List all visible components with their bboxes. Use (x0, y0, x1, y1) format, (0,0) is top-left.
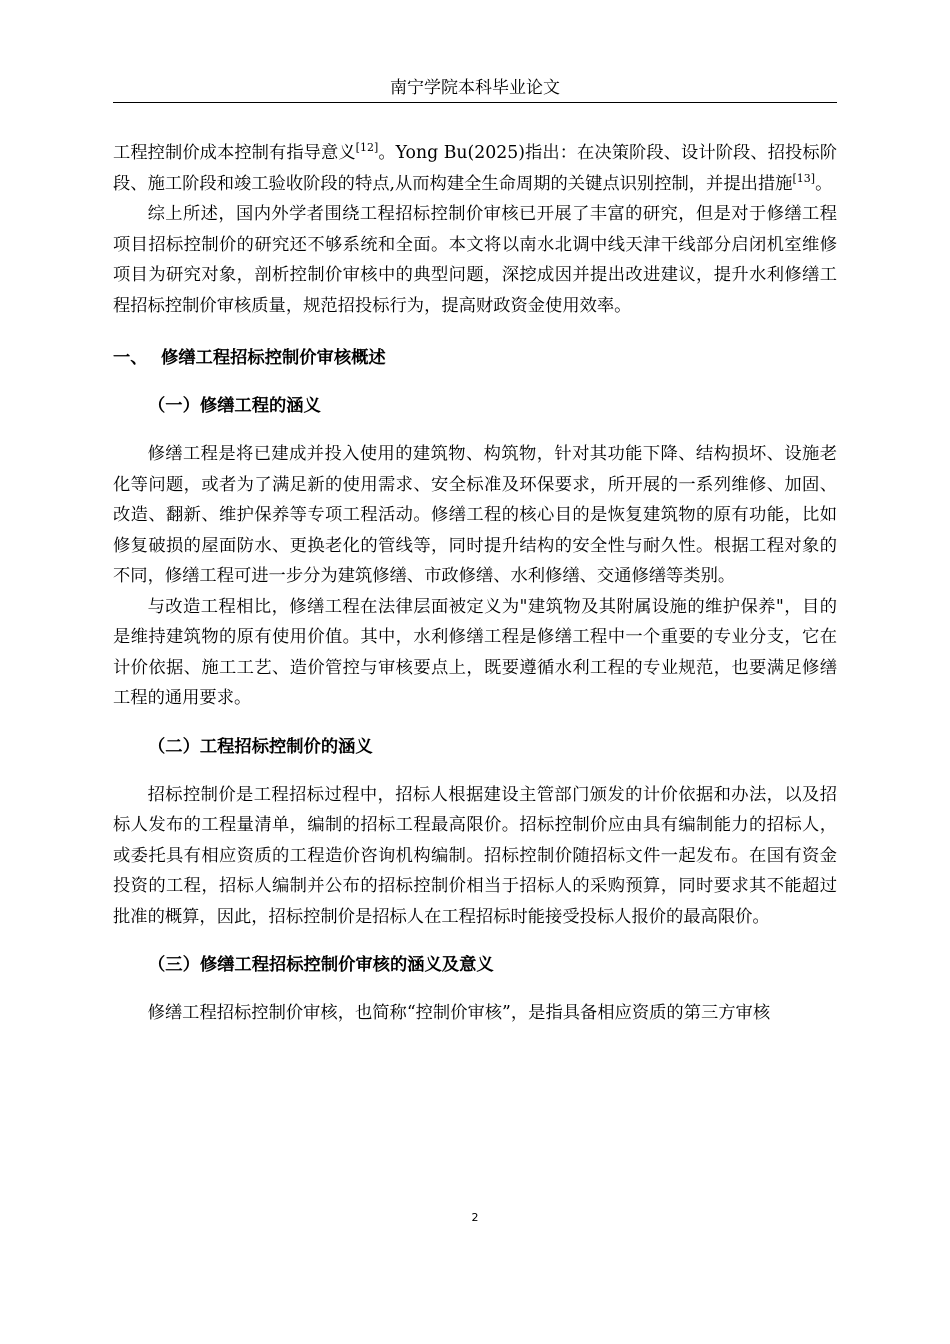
paragraph-text: 。Yong Bu(2025)指出：在决策阶段、设计阶段、招投标阶段、施工阶段和竣工验收阶段的特点,从而构建全生命周期的关键点识别控制，并提出措施 (113, 143, 837, 194)
body-content (113, 138, 837, 1029)
section-number: 一、 (113, 348, 148, 368)
header-rule (113, 102, 837, 103)
citation-ref-12: [12] (355, 141, 379, 155)
paragraph-text: 。 (815, 173, 833, 194)
subsection-heading-2: （二）工程招标控制价的涵义 (148, 736, 373, 757)
subsection-heading-3: （三）修缮工程招标控制价审核的涵义及意义 (148, 955, 494, 975)
running-header: 南宁学院本科毕业论文 (390, 78, 560, 98)
paragraph-text: 工程控制价成本控制有指导意义 (113, 143, 356, 163)
section-heading-1 (113, 343, 837, 373)
paragraph-summary: 综上所述，国内外学者围绕工程招标控制价审核已开展了丰富的研究，但是对于修缮工程项目招标控制价的研究还不够系统和全面。本文将以南水北调中线天津干线部分启闭机室维修项目为研究对象，剖析控制价审核中的典型问题，深挖成因并提出改进建议，提升水利修缮工程招标控制价审核质量，规范招投标行为，提高财政资金使用效率。 (113, 204, 837, 316)
page-number: 2 (471, 1211, 479, 1224)
paragraph-repair-comparison: 与改造工程相比，修缮工程在法律层面被定义为"建筑物及其附属设施的维护保养"，目的是维持建筑物的原有使用价值。其中，水利修缮工程是修缮工程中一个重要的专业分支，它在计价依据、施工工艺、造价管控与审核要点上，既要遵循水利工程的专业规范，也要满足修缮工程的通用要求。 (113, 596, 837, 708)
section-title: 修缮工程招标控制价审核概述 (161, 348, 386, 368)
subsection-heading-1: （一）修缮工程的涵义 (148, 396, 321, 416)
paragraph-review-start: 修缮工程招标控制价审核，也简称“控制价审核”，是指具备相应资质的第三方审核 (147, 1003, 771, 1023)
paragraph-repair-definition: 修缮工程是将已建成并投入使用的建筑物、构筑物，针对其功能下降、结构损坏、设施老化等问题，或者为了满足新的使用需求、安全标准及环保要求，所开展的一系列维修、加固、改造、翻新、维护保养等专项工程活动。修缮工程的核心目的是恢复建筑物的原有功能，比如修复破损的屋面防水、更换老化的管线等，同时提升结构的安全性与耐久性。根据工程对象的不同，修缮工程可进一步分为建筑修缮、市政修缮、水利修缮、交通修缮等类别。 (113, 444, 837, 586)
citation-ref-13: [13] (792, 171, 816, 185)
paragraph-control-price: 招标控制价是工程招标过程中，招标人根据建设主管部门颁发的计价依据和办法，以及招标人发布的工程量清单，编制的招标工程最高限价。招标控制价应由具有编制能力的招标人，或委托具有相应资质的工程造价咨询机构编制。招标控制价随招标文件一起发布。在国有资金投资的工程，招标人编制并公布的招标控制价相当于招标人的采购预算，同时要求其不能超过批准的概算，因此，招标控制价是招标人在工程招标时能接受投标人报价的最高限价。 (113, 784, 837, 927)
paragraph-continuation (113, 138, 837, 199)
